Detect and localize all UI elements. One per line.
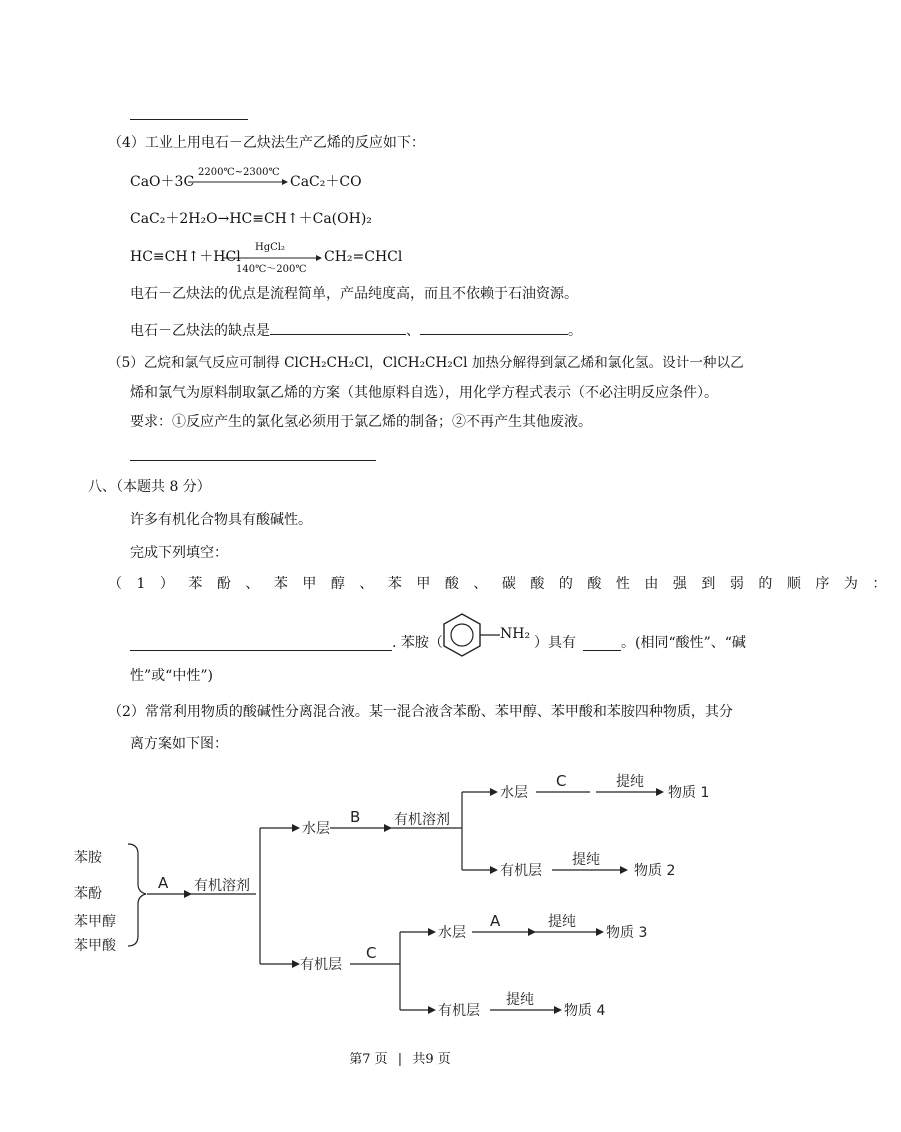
reaction-1-left: CaO＋3C <box>130 174 195 190</box>
mixture-item-4: 苯甲酸 <box>74 938 116 954</box>
advantage-text: 电石－乙炔法的优点是流程简单，产品纯度高，而且不依赖于石油资源。 <box>130 286 578 302</box>
purify-label-4: 提纯 <box>506 992 534 1008</box>
water-layer-3: 水层 <box>438 925 466 941</box>
section-8-instruction: 完成下列填空： <box>130 545 228 561</box>
reagent-a-label-2: A <box>490 912 501 930</box>
page-footer <box>0 1048 800 1067</box>
answer-line-q5[interactable] <box>130 460 376 461</box>
answer-line-top[interactable] <box>130 119 248 120</box>
answer-blank-aniline-property[interactable] <box>583 650 621 651</box>
q4-intro: （4）工业上用电石－乙炔法生产乙烯的反应如下： <box>108 135 425 151</box>
answer-blank-disadvantage-2[interactable] <box>420 320 568 335</box>
reaction-1-condition: 2200℃~2300℃ <box>198 167 280 178</box>
q1-line-3: 性”或“中性”) <box>130 668 213 684</box>
organic-solvent-1: 有机溶剂 <box>194 878 250 894</box>
mixture-item-3: 苯甲醇 <box>74 914 116 930</box>
product-4: 物质 4 <box>564 1003 606 1019</box>
water-layer-2: 水层 <box>500 785 528 801</box>
water-layer-1: 水层 <box>302 821 330 837</box>
mixture-item-1: 苯胺 <box>74 850 102 866</box>
disadvantage-line <box>130 320 582 341</box>
reagent-a-label-1: A <box>158 874 169 892</box>
reagent-b-label: B <box>350 808 361 826</box>
mixture-item-2: 苯酚 <box>74 886 102 902</box>
reaction-3-catalyst: HgCl₂ <box>255 242 285 253</box>
aniline-nh2: NH₂ <box>500 626 531 642</box>
product-1: 物质 1 <box>668 785 710 801</box>
footer-separator: | <box>397 1052 403 1067</box>
organic-layer-3: 有机层 <box>438 1003 480 1019</box>
organic-layer-1: 有机层 <box>500 863 542 879</box>
q5-line-3: 要求：①反应产生的氯化氢必须用于氯乙烯的制备；②不再产生其他废液。 <box>130 414 592 430</box>
purify-label-2: 提纯 <box>572 852 600 868</box>
disadvantage-sep: 、 <box>406 323 420 339</box>
disadvantage-end: 。 <box>568 323 582 339</box>
reagent-c-label-2: C <box>366 944 377 962</box>
answer-line-acidity-order[interactable] <box>130 650 392 651</box>
product-2: 物质 2 <box>634 863 676 879</box>
q5-line-2: 烯和氯气为原料制取氯乙烯的方案（其他原料自选），用化学方程式表示（不必注明反应条件）。 <box>130 385 718 401</box>
organic-solvent-2: 有机溶剂 <box>394 812 450 828</box>
disadvantage-prefix: 电石－乙炔法的缺点是 <box>130 323 270 339</box>
reaction-2: CaC₂＋2H₂O→HC≡CH↑＋Ca(OH)₂ <box>130 211 372 227</box>
q1-line-1: （1）苯酚、苯甲醇、苯甲酸、碳酸的酸性由强到弱的顺序为： <box>108 576 901 592</box>
page-total: 共9 页 <box>412 1052 451 1067</box>
reaction-3-left: HC≡CH↑＋HCl <box>130 249 241 265</box>
purify-label-1: 提纯 <box>616 774 644 790</box>
purify-label-3: 提纯 <box>548 914 576 930</box>
reaction-1-right: CaC₂＋CO <box>290 174 362 190</box>
aniline-suffix: ）具有 <box>534 635 576 651</box>
reagent-c-label-1: C <box>556 772 567 790</box>
reaction-1-arrow <box>188 178 288 186</box>
separation-flowchart <box>60 770 740 1032</box>
answer-blank-disadvantage-1[interactable] <box>270 320 406 335</box>
page-number: 第7 页 <box>349 1052 388 1067</box>
q2-line-1: （2）常常利用物质的酸碱性分离混合液。某一混合液含苯酚、苯甲醇、苯甲酸和苯胺四种物质，其分 <box>108 704 733 720</box>
reaction-3-temperature: 140℃～200℃ <box>236 264 307 275</box>
section-8-heading: 八、（本题共 8 分） <box>88 479 211 495</box>
section-8-intro: 许多有机化合物具有酸碱性。 <box>130 512 312 528</box>
aniline-prefix: . 苯胺（ <box>392 635 443 651</box>
mixture-brace <box>128 844 146 946</box>
q2-line-2: 离方案如下图： <box>130 736 228 752</box>
product-3: 物质 3 <box>606 925 648 941</box>
q5-line-1: （5）乙烷和氯气反应可制得 ClCH₂CH₂Cl，ClCH₂CH₂Cl 加热分解得到氯乙烯和氯化氢。设计一种以乙 <box>108 355 744 371</box>
property-options: 。(相同“酸性”、“碱 <box>621 635 746 651</box>
reaction-3-right: CH₂=CHCl <box>324 249 403 265</box>
organic-layer-2: 有机层 <box>300 957 342 973</box>
